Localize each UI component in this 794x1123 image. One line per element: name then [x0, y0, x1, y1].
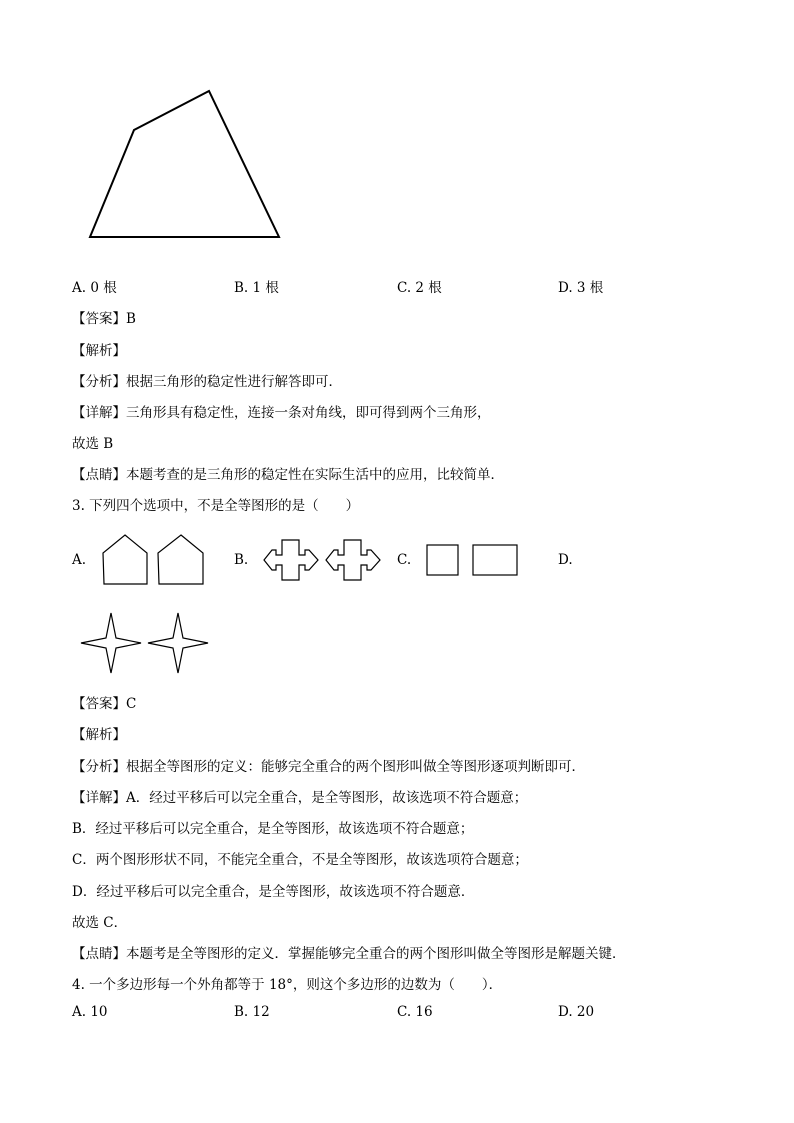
q3-conclusion: 故选 C． — [72, 915, 128, 931]
q4-stem: 4. 一个多边形每一个外角都等于 18°，则这个多边形的边数为（ ）． — [72, 977, 503, 993]
q2-answer: 【答案】B — [72, 311, 136, 327]
rectangle-shape — [473, 545, 517, 575]
q3-option-b-label[interactable]: B. — [234, 552, 249, 568]
q3-option-b-cross-shapes — [262, 538, 384, 582]
q3-xiangjie-line-4: D．经过平移后可以完全重合，是全等图形，故该选项不符合题意． — [72, 884, 475, 900]
q2-option-a[interactable]: A. 0 根 — [72, 280, 117, 296]
quadrilateral-shape — [90, 91, 279, 237]
q3-option-a-pentagons — [100, 532, 208, 588]
q3-option-d-stars — [78, 610, 212, 676]
q3-option-d-label[interactable]: D. — [558, 552, 573, 568]
q4-option-c[interactable]: C. 16 — [397, 1004, 433, 1020]
q3-dianjing: 【点睛】本题考是全等图形的定义．掌握能够完全重合的两个图形叫做全等图形是解题关键． — [72, 946, 626, 962]
four-point-star-1 — [81, 613, 141, 673]
q3-option-c-rectangles — [424, 542, 522, 578]
q3-option-c-label[interactable]: C. — [397, 552, 412, 568]
q3-answer: 【答案】C — [72, 696, 137, 712]
q2-option-c[interactable]: C. 2 根 — [397, 280, 442, 296]
q3-xiangjie-line-3: C．两个图形形状不同，不能完全重合，不是全等图形，故该选项符合题意； — [72, 852, 528, 868]
q2-fenxi: 【分析】根据三角形的稳定性进行解答即可． — [72, 374, 342, 390]
q3-fenxi: 【分析】根据全等图形的定义：能够完全重合的两个图形叫做全等图形逐项判断即可． — [72, 759, 585, 775]
q2-analysis-heading: 【解析】 — [72, 343, 126, 359]
q3-analysis-heading: 【解析】 — [72, 727, 126, 743]
q3-xiangjie-line-1: 【详解】A．经过平移后可以完全重合，是全等图形，故该选项不符合题意； — [72, 790, 528, 806]
q2-xiangjie: 【详解】三角形具有稳定性，连接一条对角线，即可得到两个三角形， — [72, 405, 491, 421]
q3-stem: 3. 下列四个选项中，不是全等图形的是（ ） — [72, 498, 360, 514]
cross-shape-1 — [264, 540, 318, 580]
q2-dianjing: 【点睛】本题考查的是三角形的稳定性在实际生活中的应用，比较简单． — [72, 467, 504, 483]
q4-option-a[interactable]: A. 10 — [72, 1004, 108, 1020]
cross-shape-2 — [326, 540, 380, 580]
q2-option-d[interactable]: D. 3 根 — [558, 280, 604, 296]
q3-xiangjie-line-2: B．经过平移后可以完全重合，是全等图形，故该选项不符合题意； — [72, 821, 474, 837]
four-point-star-2 — [148, 613, 208, 673]
q3-option-a-label[interactable]: A. — [72, 552, 87, 568]
pentagon-1 — [103, 535, 147, 584]
q4-option-b[interactable]: B. 12 — [234, 1004, 270, 1020]
q2-conclusion: 故选 B — [72, 436, 114, 452]
pentagon-2 — [158, 535, 203, 584]
quadrilateral-figure — [80, 85, 290, 245]
q4-option-d[interactable]: D. 20 — [558, 1004, 595, 1020]
square-shape — [427, 545, 458, 575]
q2-option-b[interactable]: B. 1 根 — [234, 280, 279, 296]
